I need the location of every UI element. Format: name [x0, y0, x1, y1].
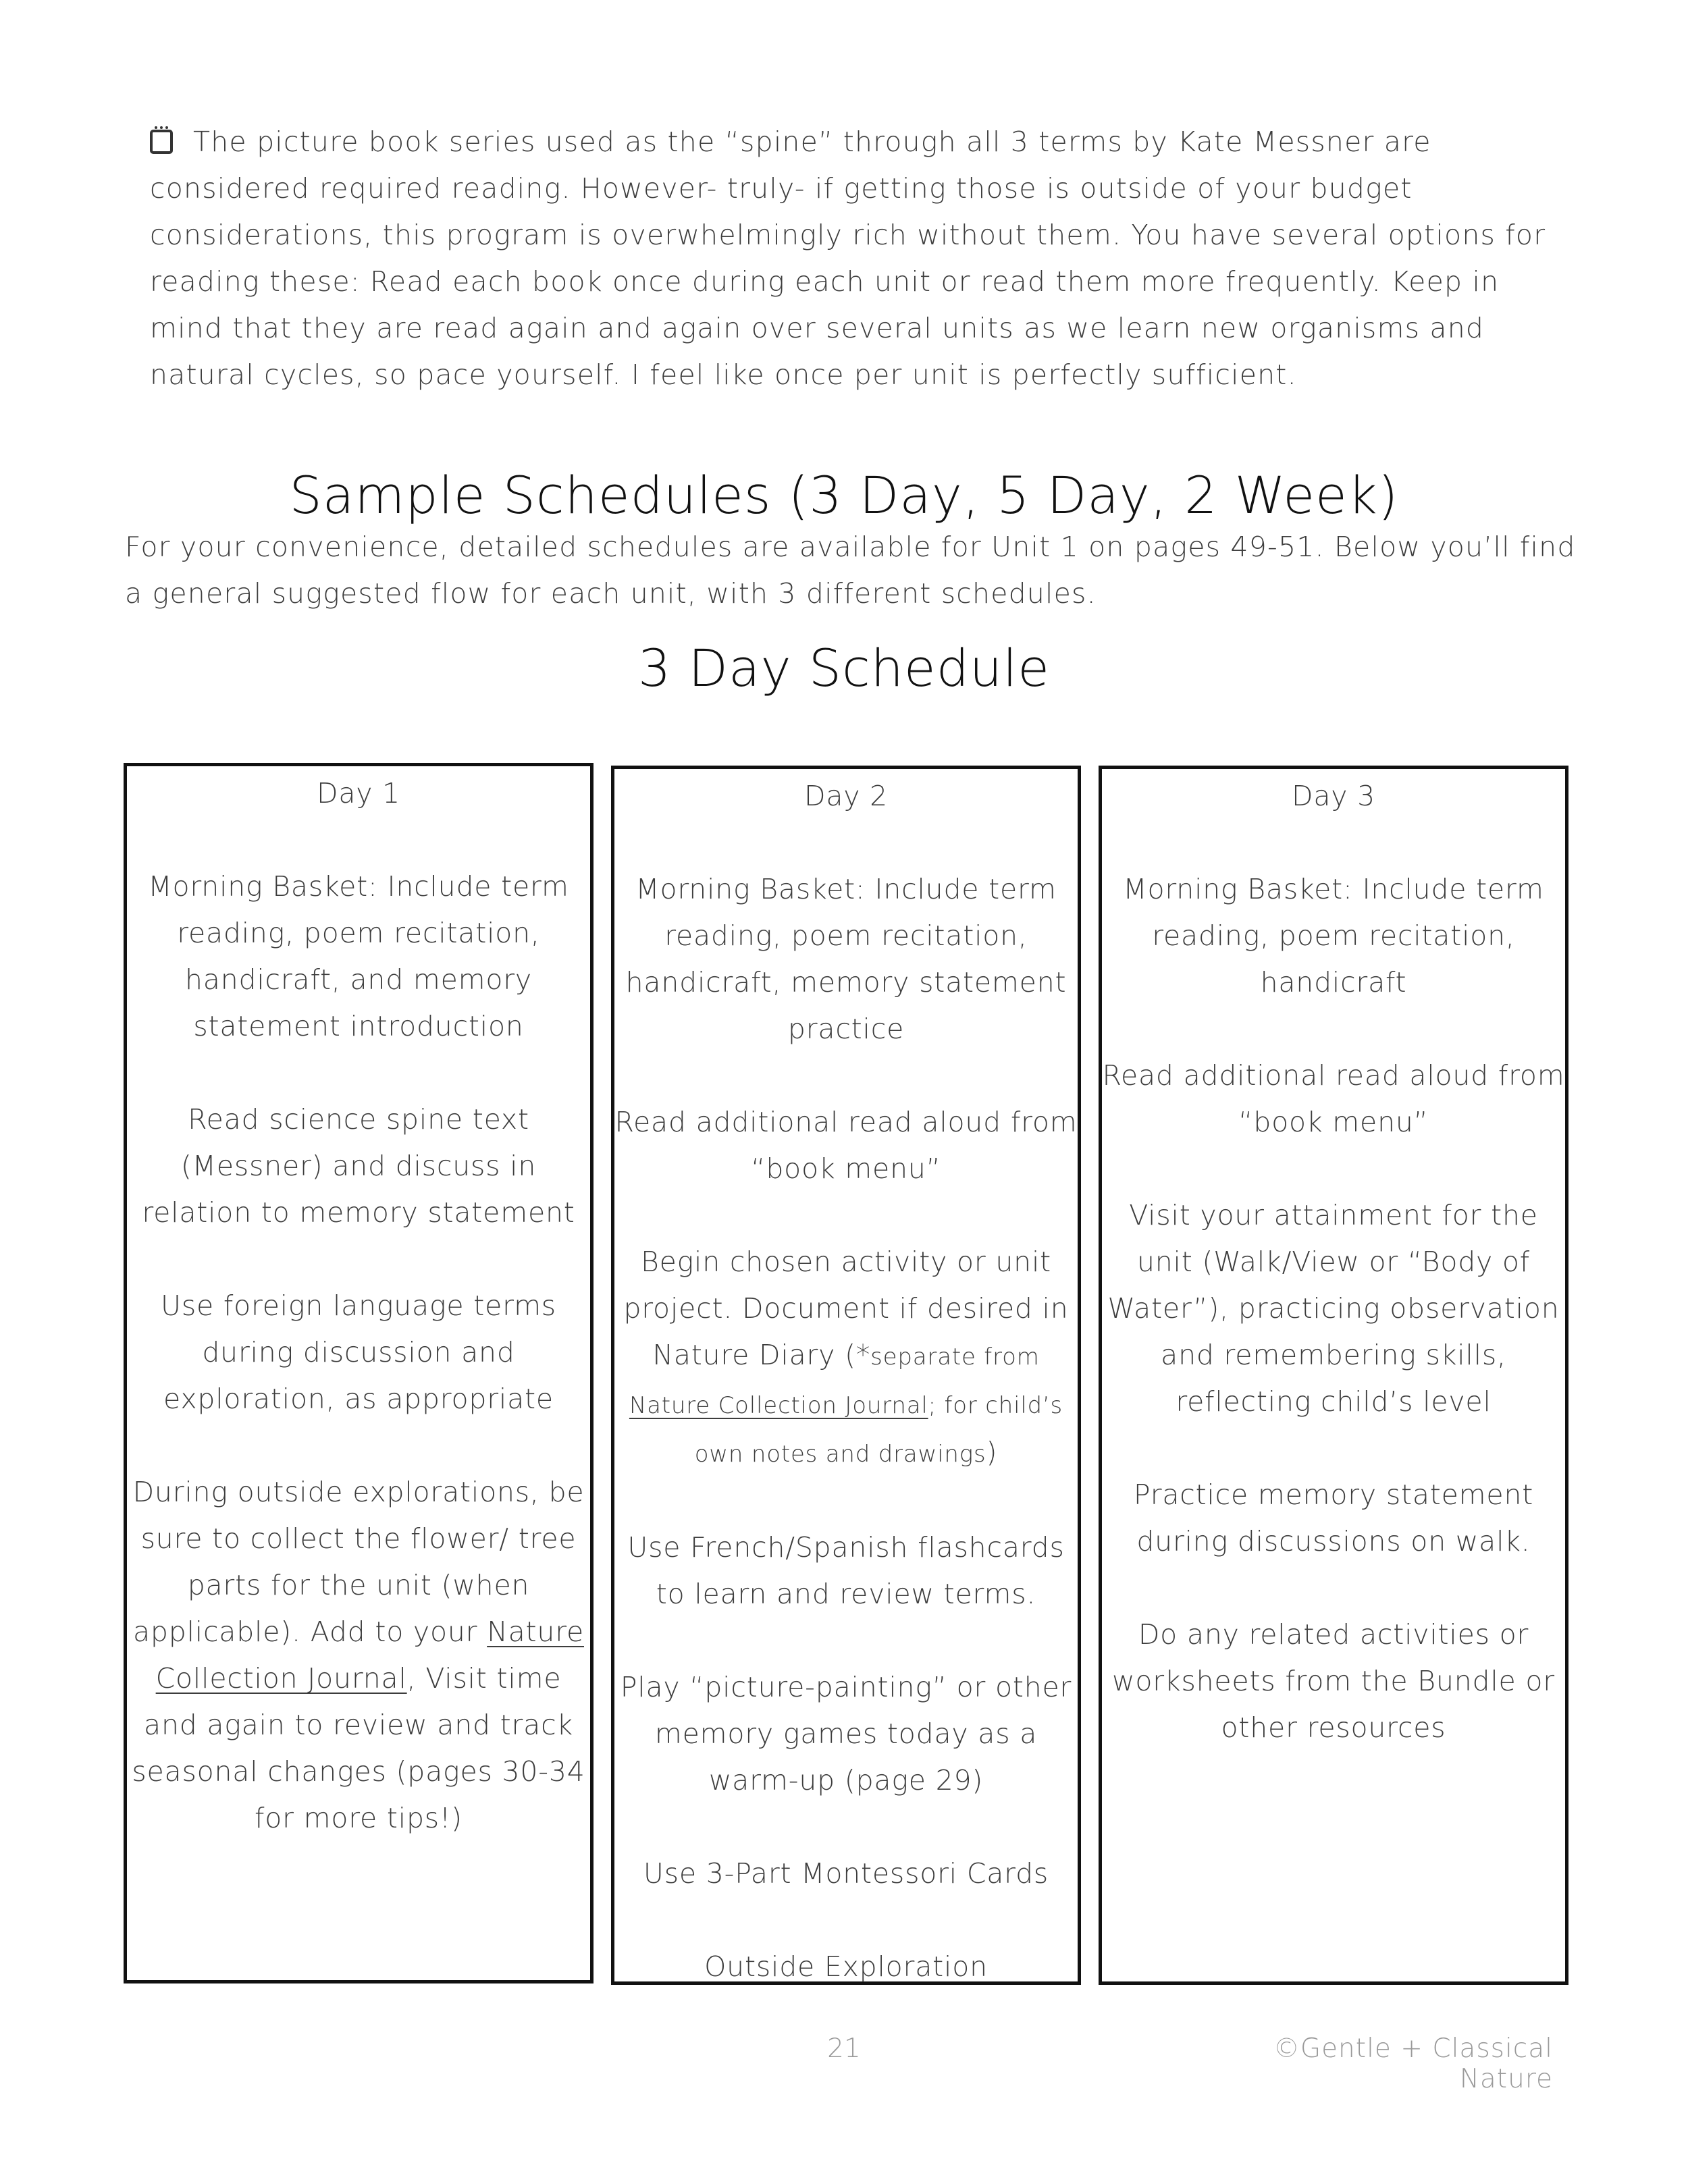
copyright-notice: ©Gentle + Classical Nature [1273, 2033, 1553, 2094]
day-1-column [124, 763, 594, 1983]
day-2-item: Read additional read aloud from “book menu” [614, 1106, 1078, 1185]
day-2-item: Use French/Spanish flashcards to learn and review terms. [627, 1531, 1065, 1610]
day-1-item [127, 1469, 590, 1842]
day-3-heading: Day 3 [1291, 780, 1376, 812]
day-2-item-text: ) [986, 1436, 998, 1468]
day-2-item: Play “picture-painting” or other memory games today as a warm-up (page 29) [620, 1671, 1072, 1796]
day-1-heading: Day 1 [316, 777, 401, 809]
day-2-item-text: Begin chosen activity or unit project. Document if desired in Nature Diary (* [623, 1246, 1069, 1371]
day-2-item-note: ; for child’s own notes and drawings [694, 1392, 1063, 1468]
day-3-item: Read additional read aloud from “book menu” [1102, 1059, 1565, 1138]
day-1-item: Read science spine text (Messner) and discuss in relation to memory statement [142, 1103, 575, 1229]
day-1-item-text: , Visit time and again to review and track seasonal changes (pages 30-34 for more tips!) [132, 1662, 585, 1834]
checkbox-icon[interactable] [150, 130, 173, 154]
day-3-column [1099, 766, 1568, 1985]
page-number: 21 [827, 2033, 861, 2064]
day-2-heading: Day 2 [803, 780, 889, 812]
page-title: Sample Schedules (3 Day, 5 Day, 2 Week) [289, 465, 1399, 525]
intro-text: The picture book series used as the “spine” through all 3 terms by Kate Messner are considered required reading. However- truly- if getting those is outside of your budget considerations, this program is overwhelmingly rich without them. You have several options for reading these: Read each book once during each unit or read them more frequently. Keep in mind that they are read again and again over several units as we learn new organisms and natural cycles, so pace yourself. I feel like once per unit is perfectly sufficient. [150, 126, 1546, 391]
day-3-item: Do any related activities or worksheets from the Bundle or other resources [1112, 1618, 1555, 1744]
day-2-item: Outside Exploration [704, 1950, 988, 1983]
schedules-intro: For your convenience, detailed schedules are available for Unit 1 on pages 49-51. Below you’ll find a general suggested flow for each unit, with 3 different schedules. [125, 531, 1576, 610]
day-1-item: Use foreign language terms during discussion and exploration, as appropriate [161, 1289, 556, 1415]
day-2-item: Morning Basket: Include term reading, poem recitation, handicraft, memory statement practice [625, 873, 1067, 1045]
intro-paragraph [150, 119, 1568, 398]
day-3-item: Visit your attainment for the unit (Walk/View or “Body of Water”), practicing observation and remembering skills, reflecting child’s level [1107, 1199, 1560, 1418]
day-3-item: Morning Basket: Include term reading, poem recitation, handicraft [1123, 873, 1544, 998]
schedule-title: 3 Day Schedule [638, 638, 1050, 698]
day-3-item: Practice memory statement during discussions on walk. [1133, 1479, 1534, 1557]
day-2-column [611, 766, 1081, 1985]
nature-collection-journal-link[interactable]: Nature Collection Journal [155, 1616, 584, 1695]
day-2-item [614, 1239, 1078, 1478]
day-1-item-text: During outside explorations, be sure to collect the flower/ tree parts for the unit (when applicable). Add to your [132, 1476, 585, 1648]
day-2-item: Use 3-Part Montessori Cards [643, 1857, 1049, 1890]
nature-collection-journal-link[interactable]: Nature Collection Journal [629, 1392, 928, 1419]
day-2-item-note: separate from [870, 1343, 1040, 1370]
day-1-item: Morning Basket: Include term reading, poem recitation, handicraft, and memory statement introduction [148, 870, 569, 1042]
